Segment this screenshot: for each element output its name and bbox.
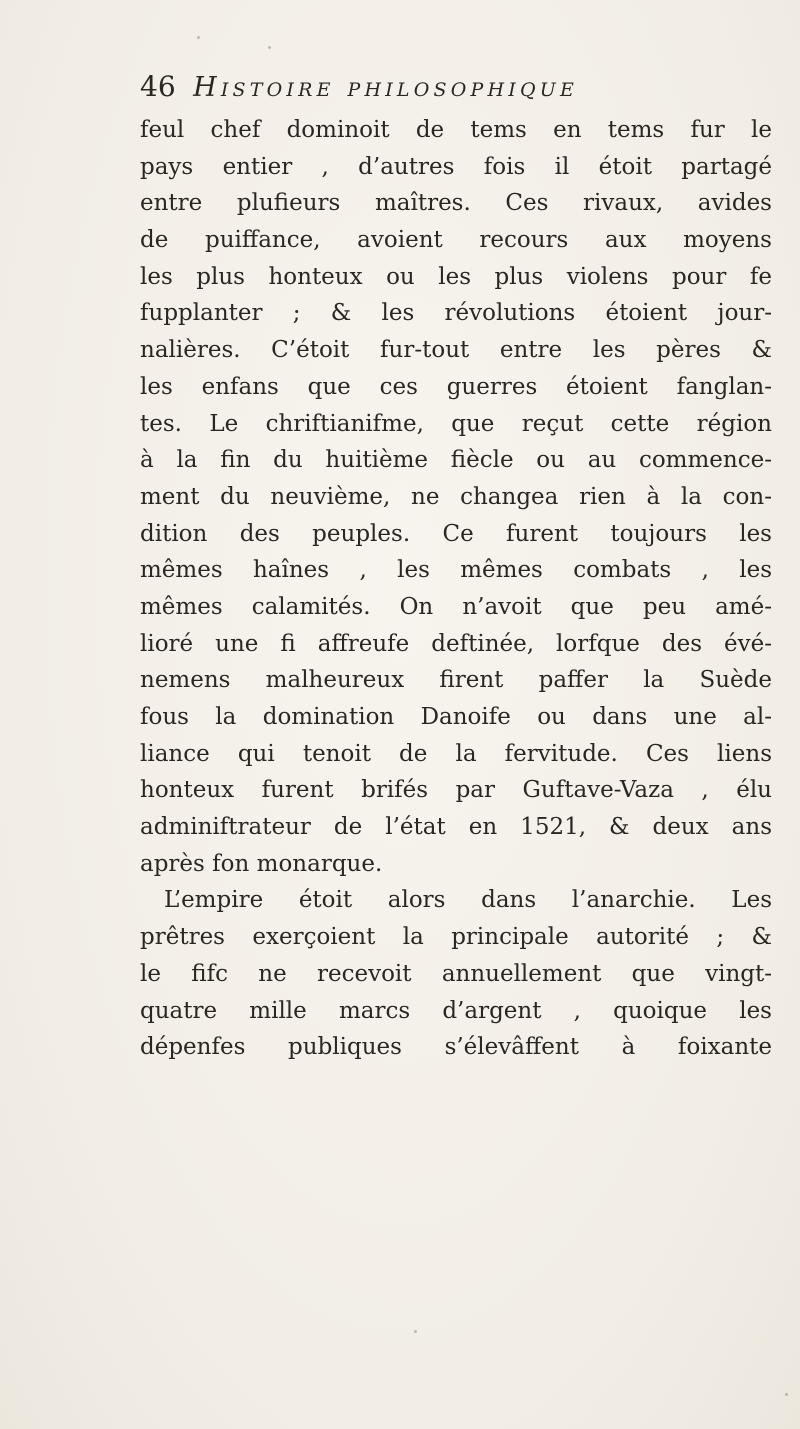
text-line: adminiftrateur de l’état en 1521, & deux ans [140, 814, 772, 841]
text-line: dition des peuples. Ce furent toujours les [140, 520, 772, 547]
running-head: Histoire philosophique [193, 72, 579, 103]
text-line: les plus honteux ou les plus violens pour fe [140, 263, 772, 290]
text-line: après fon monarque. [140, 850, 383, 877]
body-text [140, 112, 772, 1066]
paper-speck [414, 1330, 417, 1333]
text-line: quatre mille marcs d’argent , quoique les [140, 997, 772, 1024]
text-line: L’empire étoit alors dans l’anarchie. Les [164, 887, 772, 914]
text-line: tes. Le chriftianifme, que reçut cette région [140, 410, 772, 437]
text-line: liance qui tenoit de la fervitude. Ces liens [140, 740, 772, 767]
text-line: feul chef dominoit de tems en tems fur le [140, 117, 772, 143]
text-line: pays entier , d’autres fois il étoit partagé [140, 153, 772, 180]
text-line: dépenfes publiques s’élevâffent à foixante [140, 1034, 772, 1061]
page-number: 46 [140, 70, 176, 103]
text-line: prêtres exerçoient la principale autorité ; & [140, 924, 772, 951]
text-line: lioré une fi affreufe deftinée, lorfque des évé- [140, 630, 772, 657]
text-line: mêmes calamités. On n’avoit que peu amé- [140, 593, 772, 620]
text-line: mêmes haînes , les mêmes combats , les [140, 557, 772, 584]
text-line: ment du neuvième, ne changea rien à la con- [140, 483, 772, 510]
paper-speck [785, 1393, 788, 1396]
page-header [140, 70, 770, 110]
text-line: nalières. C’étoit fur-tout entre les pères & [140, 337, 772, 364]
text-line: à la fin du huitième fiècle ou au commence- [140, 447, 772, 474]
paper-speck [197, 36, 200, 39]
paragraph [140, 882, 772, 1065]
text-line: nemens malheureux firent paffer la Suède [140, 667, 772, 694]
text-line: de puiffance, avoient recours aux moyens [140, 227, 772, 254]
text-line: fupplanter ; & les révolutions étoient jour- [140, 300, 772, 327]
text-line: entre plufieurs maîtres. Ces rivaux, avides [140, 190, 772, 217]
paper-speck [268, 46, 271, 49]
text-line: honteux furent brifés par Guftave-Vaza , élu [140, 777, 772, 804]
paragraph [140, 112, 772, 882]
text-line: les enfans que ces guerres étoient fanglan- [140, 373, 772, 400]
text-line: le fifc ne recevoit annuellement que vingt- [140, 960, 772, 987]
text-line: fous la domination Danoife ou dans une al- [140, 704, 772, 730]
